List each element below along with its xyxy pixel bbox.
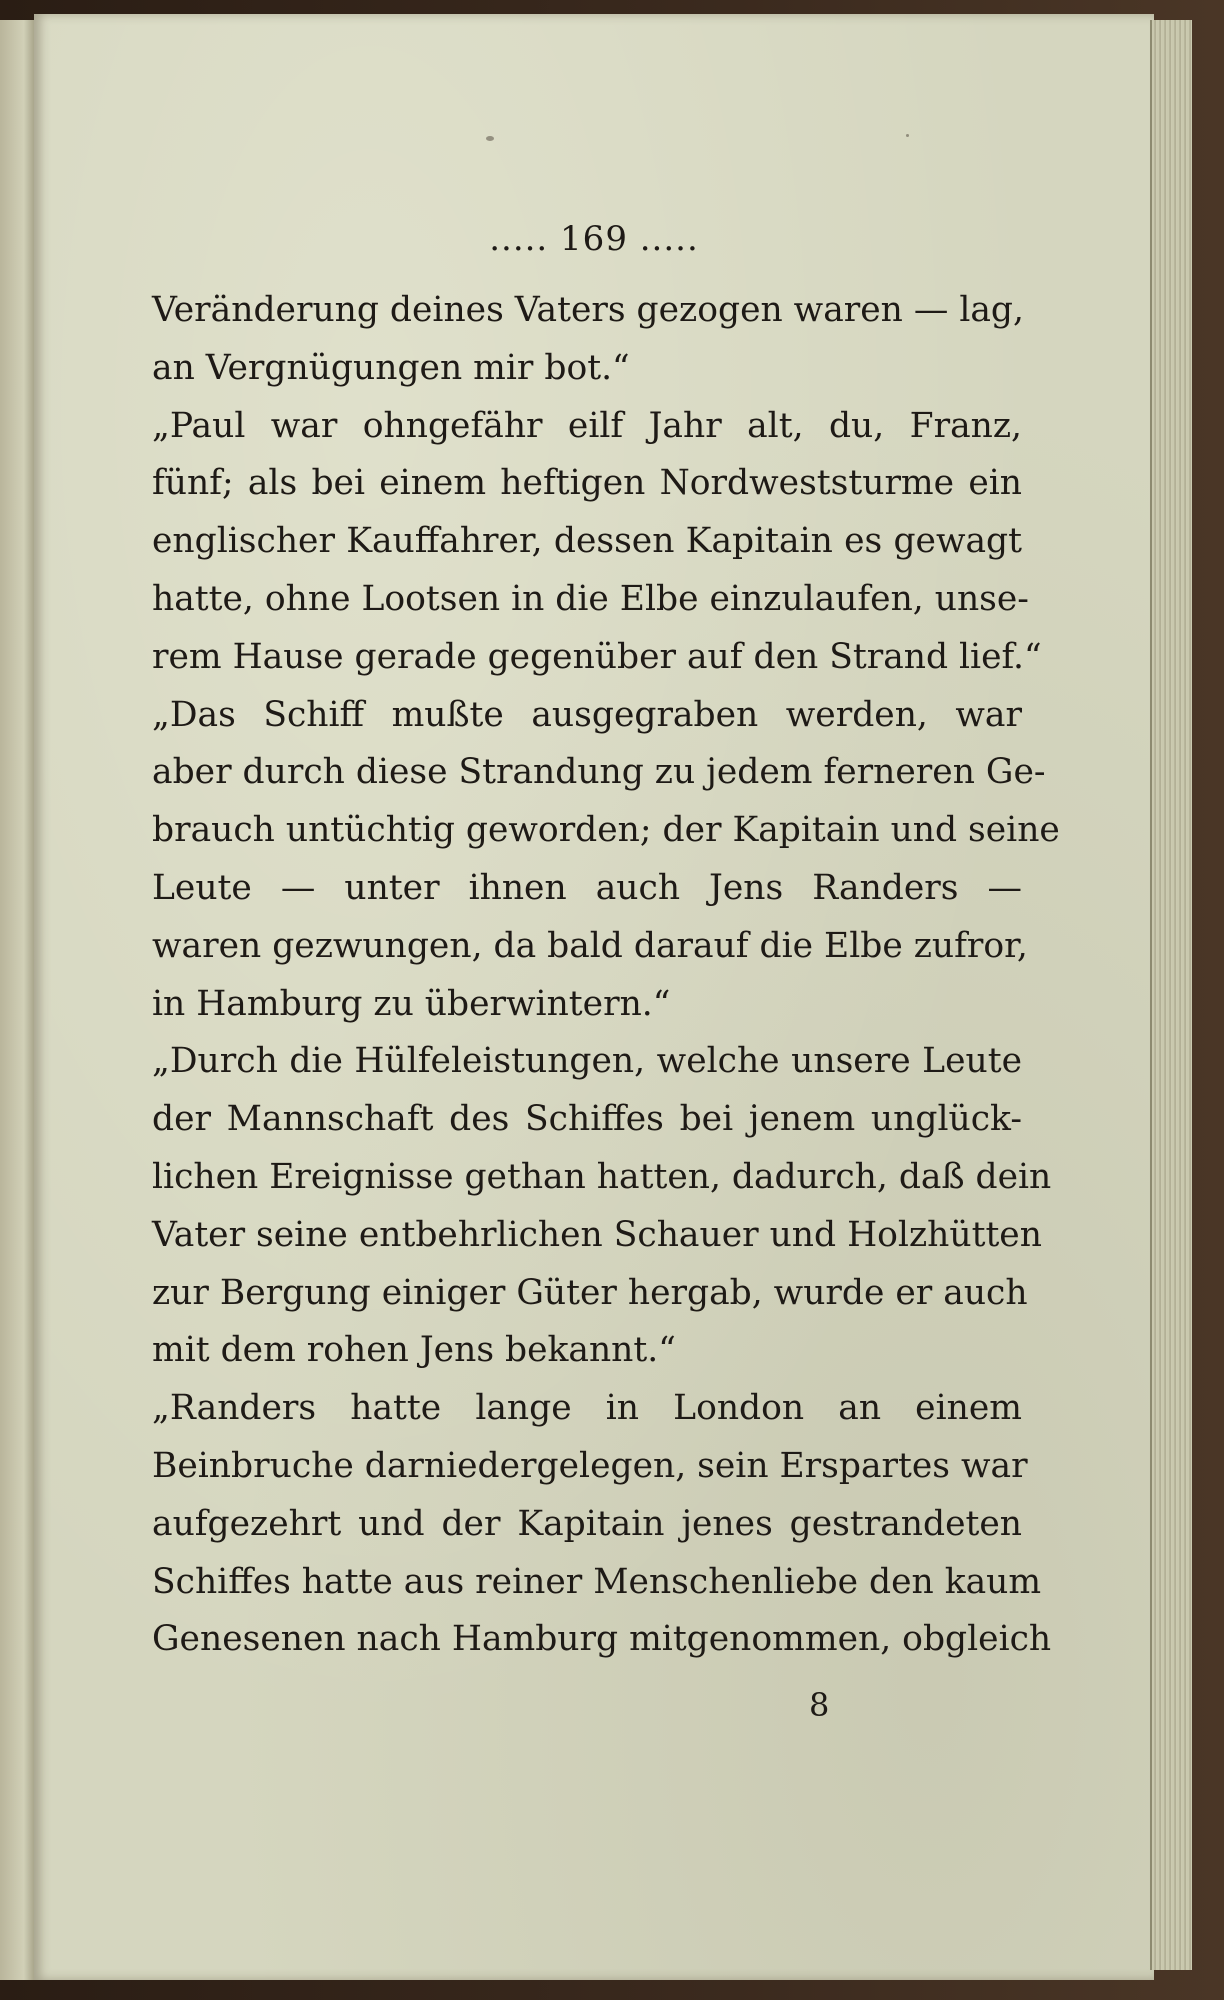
text-line: waren gezwungen, da bald darauf die Elbe zufror, — [152, 925, 1028, 966]
text-line: aufgezehrt und der Kapitain jenes gestrandeten — [152, 1503, 1022, 1544]
paper-speck — [906, 134, 909, 137]
text-line: zur Bergung einiger Güter hergab, wurde er auch — [152, 1272, 1028, 1313]
text-line: Leute — unter ihnen auch Jens Randers — — [152, 867, 1022, 908]
text-line: brauch untüchtig geworden; der Kapitain und seine — [152, 810, 1060, 851]
body-text — [152, 282, 1060, 1669]
text-line: englischer Kauffahrer, dessen Kapitain es gewagt — [152, 521, 1022, 562]
text-line: Schiffes hatte aus reiner Menschenliebe den kaum — [152, 1561, 1042, 1602]
text-line: Veränderung deines Vaters gezogen waren — lag, — [152, 290, 1024, 330]
text-line: fünf; als bei einem heftigen Nordweststurme ein — [152, 463, 1022, 504]
text-line: der Mannschaft des Schiffes bei jenem unglück- — [152, 1099, 1022, 1140]
text-line: Beinbruche darniedergelegen, sein Erspartes war — [152, 1445, 1028, 1486]
text-line: aber durch diese Strandung zu jedem ferneren Ge- — [152, 752, 1046, 793]
text-line: Genesenen nach Hamburg mitgenommen, obgleich — [152, 1619, 1052, 1660]
text-line: „Das Schiff mußte ausgegraben werden, war — [152, 694, 1022, 735]
previous-page-edge — [0, 20, 35, 1980]
page-block-edge — [1150, 20, 1192, 1970]
text-line: mit dem rohen Jens bekannt.“ — [152, 1330, 676, 1371]
text-line: an Vergnügungen mir bot.“ — [152, 347, 630, 388]
page — [34, 14, 1154, 1980]
text-line: hatte, ohne Lootsen in die Elbe einzulaufen, unse- — [152, 578, 1029, 619]
text-line: „Paul war ohngefähr eilf Jahr alt, du, Franz, — [152, 405, 1022, 446]
text-line: „Randers hatte lange in London an einem — [152, 1388, 1022, 1429]
text-line: in Hamburg zu überwintern.“ — [152, 983, 671, 1024]
text-line: Vater seine entbehrlichen Schauer und Holzhütten — [152, 1214, 1042, 1255]
page-header: ..... 169 ..... — [489, 219, 699, 259]
signature-mark: 8 — [809, 1686, 830, 1724]
text-line: rem Hause gerade gegenüber auf den Strand lief.“ — [152, 636, 1042, 677]
text-line: „Durch die Hülfeleistungen, welche unsere Leute — [152, 1041, 1022, 1082]
paper-speck — [486, 136, 494, 141]
text-line: lichen Ereignisse gethan hatten, dadurch, daß dein — [152, 1156, 1052, 1197]
